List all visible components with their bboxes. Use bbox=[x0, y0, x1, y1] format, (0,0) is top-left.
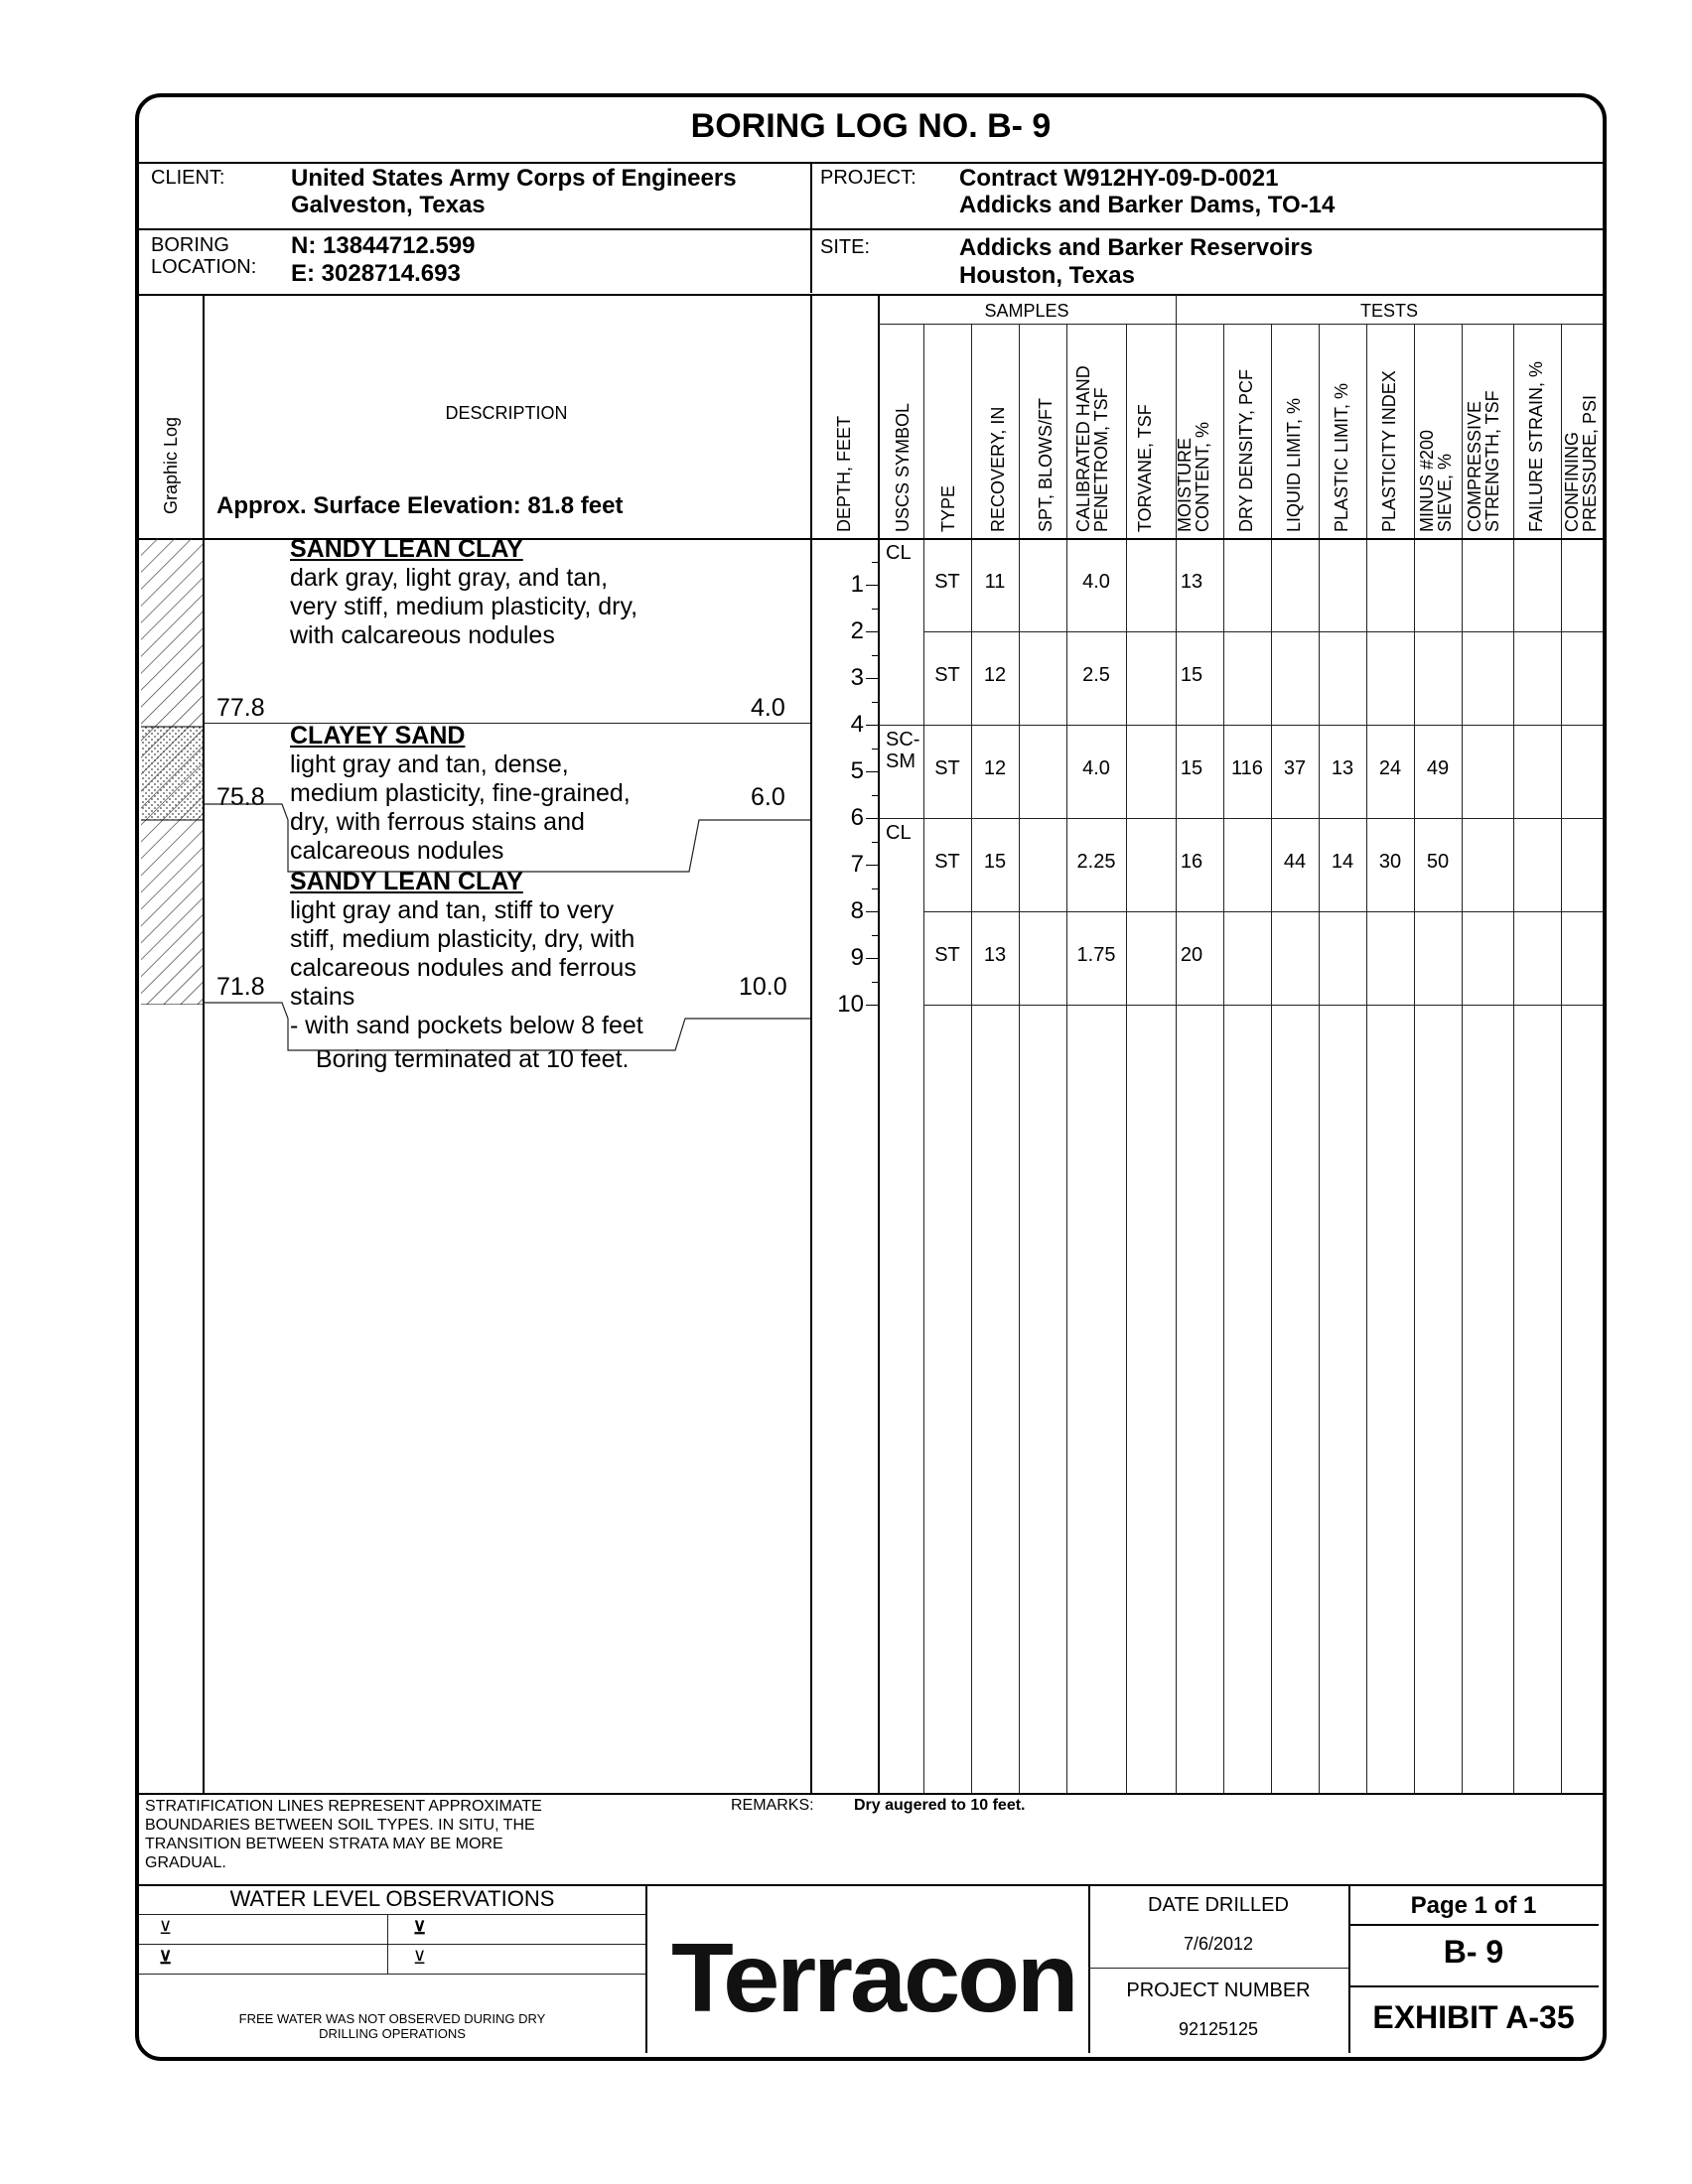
stratum-2-line: dry, with ferrous stains and bbox=[290, 808, 585, 836]
remarks-text: Dry augered to 10 feet. bbox=[854, 1797, 1026, 1814]
column-line bbox=[1223, 324, 1224, 1793]
minus200-header-1: MINUS #200 bbox=[1417, 429, 1437, 532]
sample-recovery: 12 bbox=[983, 664, 1007, 686]
column-line bbox=[1366, 324, 1367, 1793]
stratum-3-elevation: 71.8 bbox=[216, 973, 265, 1001]
water-level-symbol-icon: ⊻ bbox=[159, 1918, 173, 1938]
sample-type: ST bbox=[934, 851, 960, 873]
stratum-2-elevation: 75.8 bbox=[216, 783, 265, 811]
uscs-boundary bbox=[878, 725, 923, 726]
divider bbox=[1348, 1985, 1599, 1987]
graphic-log-header: Graphic Log bbox=[161, 416, 181, 514]
sample-row-boundary bbox=[923, 1005, 1603, 1006]
divider bbox=[645, 1884, 647, 2053]
divider bbox=[387, 1914, 388, 1974]
depth-minor-tick bbox=[872, 609, 878, 610]
column-line bbox=[1561, 324, 1562, 1793]
divider bbox=[139, 162, 1603, 164]
depth-minor-tick bbox=[872, 935, 878, 936]
boring-id: B- 9 bbox=[1443, 1934, 1504, 1970]
sample-pi: 24 bbox=[1378, 757, 1402, 779]
sample-hand-pen: 1.75 bbox=[1076, 944, 1116, 966]
sample-type: ST bbox=[934, 664, 960, 686]
divider bbox=[139, 1914, 645, 1915]
divider bbox=[1088, 1968, 1348, 1969]
stratum-2-line: light gray and tan, dense, bbox=[290, 751, 569, 778]
project-number: 92125125 bbox=[1178, 2019, 1259, 2039]
graphic-log bbox=[141, 538, 203, 1005]
sample-recovery: 13 bbox=[983, 944, 1007, 966]
date-drilled: 7/6/2012 bbox=[1183, 1934, 1254, 1954]
site-city: Houston, Texas bbox=[959, 262, 1135, 289]
divider bbox=[1348, 1924, 1599, 1926]
compressive-header-2: STRENGTH, TSF bbox=[1482, 390, 1502, 532]
confining-header-2: PRESSURE, PSI bbox=[1580, 394, 1600, 532]
sample-moisture: 15 bbox=[1180, 757, 1203, 779]
depth-minor-tick bbox=[872, 749, 878, 750]
water-level-header: WATER LEVEL OBSERVATIONS bbox=[229, 1886, 555, 1911]
uscs-boundary bbox=[878, 818, 923, 819]
terracon-logo: Terracon bbox=[671, 1923, 1076, 2032]
column-line bbox=[1176, 324, 1177, 1793]
sample-pl: 14 bbox=[1331, 851, 1354, 873]
sample-dry-density: 116 bbox=[1231, 757, 1263, 779]
client-label: CLIENT: bbox=[151, 167, 225, 189]
depth-mark: 6 bbox=[850, 804, 864, 831]
callout-line bbox=[203, 1003, 810, 1050]
stratum-1-elevation: 77.8 bbox=[216, 694, 265, 722]
sample-moisture: 13 bbox=[1180, 571, 1203, 593]
stratum-3-depth: 10.0 bbox=[739, 973, 787, 1001]
dry-density-header: DRY DENSITY, PCF bbox=[1236, 368, 1256, 532]
sample-type: ST bbox=[934, 571, 960, 593]
depth-mark: 1 bbox=[850, 571, 864, 598]
divider bbox=[139, 294, 1603, 296]
stratification-note bbox=[145, 1797, 542, 1872]
depth-mark: 7 bbox=[850, 851, 864, 878]
depth-minor-tick bbox=[872, 562, 878, 563]
uscs-symbol: CL bbox=[886, 542, 912, 564]
stratum-2-line: calcareous nodules bbox=[290, 837, 504, 865]
stratification-line: BOUNDARIES BETWEEN SOIL TYPES. IN SITU, THE bbox=[145, 1817, 535, 1834]
free-water-note bbox=[139, 2011, 645, 2041]
stratum-1-line: very stiff, medium plasticity, dry, bbox=[290, 593, 638, 620]
stratum-3-line: calcareous nodules and ferrous bbox=[290, 954, 636, 982]
column-line bbox=[1126, 324, 1127, 1793]
surface-elevation: Approx. Surface Elevation: 81.8 feet bbox=[216, 492, 624, 519]
uscs-symbol: SC- bbox=[886, 729, 920, 751]
depth-tick bbox=[866, 725, 878, 726]
sample-type: ST bbox=[934, 944, 960, 966]
depth-minor-tick bbox=[872, 795, 878, 796]
column-line bbox=[1319, 324, 1320, 1793]
depth-tick bbox=[866, 631, 878, 632]
depth-mark: 4 bbox=[850, 711, 864, 738]
stratum-3-line: stiff, medium plasticity, dry, with bbox=[290, 925, 635, 953]
dots-clayey-sand bbox=[141, 727, 203, 820]
depth-minor-tick bbox=[872, 702, 878, 703]
plasticity-index-header: PLASTICITY INDEX bbox=[1379, 370, 1399, 532]
northing: N: 13844712.599 bbox=[291, 232, 476, 259]
free-water-line: DRILLING OPERATIONS bbox=[319, 2026, 466, 2041]
sample-hand-pen: 4.0 bbox=[1082, 757, 1110, 779]
sample-row-boundary bbox=[923, 725, 1603, 726]
depth-minor-tick bbox=[872, 655, 878, 656]
easting: E: 3028714.693 bbox=[291, 260, 461, 287]
minus200-header-2: SIEVE, % bbox=[1435, 453, 1455, 532]
depth-mark: 8 bbox=[850, 897, 864, 924]
depth-tick bbox=[866, 678, 878, 679]
sample-recovery: 11 bbox=[984, 571, 1006, 593]
sample-recovery: 15 bbox=[983, 851, 1007, 873]
confining-header-1: CONFINING bbox=[1562, 432, 1582, 532]
depth-tick bbox=[866, 865, 878, 866]
stratum-2-depth: 6.0 bbox=[751, 783, 785, 811]
date-drilled-label: DATE DRILLED bbox=[1148, 1894, 1289, 1916]
tests-header: TESTS bbox=[1359, 301, 1418, 321]
depth-minor-tick bbox=[872, 842, 878, 843]
page-title: BORING LOG NO. B- 9 bbox=[690, 107, 1052, 145]
site-label: SITE: bbox=[820, 236, 871, 258]
hand-pen-header-1: CALIBRATED HAND bbox=[1073, 365, 1093, 532]
sample-type: ST bbox=[934, 757, 960, 779]
moisture-header-2: CONTENT, % bbox=[1193, 421, 1212, 532]
page-number: Page 1 of 1 bbox=[1410, 1892, 1537, 1919]
location-label: LOCATION: bbox=[151, 256, 257, 278]
torvane-header: TORVANE, TSF bbox=[1135, 404, 1155, 532]
depth-mark: 2 bbox=[850, 617, 864, 644]
liquid-limit-header: LIQUID LIMIT, % bbox=[1284, 397, 1304, 532]
stratification-line: GRADUAL. bbox=[145, 1854, 226, 1871]
stratum-3-line: stains bbox=[290, 983, 355, 1011]
depth-minor-tick bbox=[872, 888, 878, 889]
stratum-3-title: SANDY LEAN CLAY bbox=[290, 868, 523, 895]
moisture-header-1: MOISTURE bbox=[1175, 437, 1195, 532]
sample-moisture: 20 bbox=[1180, 944, 1203, 966]
stratum-1-title: SANDY LEAN CLAY bbox=[290, 535, 523, 563]
sample-recovery: 12 bbox=[983, 757, 1007, 779]
depth-tick bbox=[866, 958, 878, 959]
column-line bbox=[1019, 324, 1020, 1793]
sample-hand-pen: 2.5 bbox=[1082, 664, 1110, 686]
stratum-2-title: CLAYEY SAND bbox=[290, 722, 466, 750]
site-name: Addicks and Barker Reservoirs bbox=[959, 234, 1314, 261]
divider bbox=[139, 1974, 645, 1975]
boring-label: BORING bbox=[151, 234, 229, 256]
uscs-header: USCS SYMBOL bbox=[893, 402, 913, 532]
divider bbox=[139, 1793, 1603, 1795]
project-contract: Contract W912HY-09-D-0021 bbox=[959, 165, 1279, 192]
hatch-sandy-lean-clay-2 bbox=[141, 820, 203, 1005]
project-label: PROJECT: bbox=[820, 167, 916, 189]
divider bbox=[878, 324, 1603, 325]
remarks-label: REMARKS: bbox=[731, 1797, 814, 1814]
depth-tick bbox=[866, 1005, 878, 1006]
exhibit-number: EXHIBIT A-35 bbox=[1372, 1999, 1575, 2035]
uscs-symbol: SM bbox=[886, 751, 916, 772]
sample-row-boundary bbox=[923, 911, 1603, 912]
column-line bbox=[1414, 324, 1415, 1793]
water-level-symbol-icon: ⊻ bbox=[413, 1918, 427, 1938]
stratum-1-depth: 4.0 bbox=[751, 694, 785, 722]
free-water-line: FREE WATER WAS NOT OBSERVED DURING DRY bbox=[238, 2011, 546, 2026]
description-header: DESCRIPTION bbox=[445, 403, 568, 423]
stratum-1-line: dark gray, light gray, and tan, bbox=[290, 564, 609, 592]
water-level-symbol-icon: ⊻ bbox=[159, 1948, 173, 1968]
depth-tick bbox=[866, 911, 878, 912]
sample-minus200: 49 bbox=[1426, 757, 1450, 779]
stratum-3-line: - with sand pockets below 8 feet bbox=[290, 1012, 643, 1039]
compressive-header-1: COMPRESSIVE bbox=[1465, 400, 1484, 532]
sample-ll: 44 bbox=[1283, 851, 1307, 873]
samples-header: SAMPLES bbox=[984, 301, 1069, 321]
boring-termination: Boring terminated at 10 feet. bbox=[316, 1045, 630, 1073]
column-line bbox=[1513, 324, 1514, 1793]
stratification-line: STRATIFICATION LINES REPRESENT APPROXIMATE bbox=[145, 1798, 542, 1815]
depth-minor-tick bbox=[872, 982, 878, 983]
sample-pl: 13 bbox=[1331, 757, 1354, 779]
water-level-symbol-icon: ⊻ bbox=[413, 1948, 427, 1968]
uscs-symbol: CL bbox=[886, 822, 912, 844]
column-line bbox=[923, 324, 924, 1793]
client-city: Galveston, Texas bbox=[291, 192, 486, 218]
client-name: United States Army Corps of Engineers bbox=[291, 165, 737, 192]
stratification-line: TRANSITION BETWEEN STRATA MAY BE MORE bbox=[145, 1836, 503, 1852]
depth-tick bbox=[866, 585, 878, 586]
hand-pen-header-2: PENETROM, TSF bbox=[1091, 387, 1111, 532]
depth-tick bbox=[866, 818, 878, 819]
sample-hand-pen: 2.25 bbox=[1076, 851, 1116, 873]
depth-mark: 5 bbox=[850, 757, 864, 784]
column-line bbox=[1066, 324, 1067, 1793]
column-line bbox=[971, 324, 972, 1793]
depth-mark: 9 bbox=[850, 944, 864, 971]
project-name: Addicks and Barker Dams, TO-14 bbox=[959, 192, 1336, 218]
samples-divider bbox=[878, 294, 880, 1793]
recovery-header: RECOVERY, IN bbox=[988, 406, 1008, 532]
sample-row-boundary bbox=[923, 818, 1603, 819]
plastic-limit-header: PLASTIC LIMIT, % bbox=[1332, 382, 1351, 532]
sample-pi: 30 bbox=[1378, 851, 1402, 873]
depth-mark: 3 bbox=[850, 664, 864, 691]
divider bbox=[139, 1944, 645, 1945]
depth-divider bbox=[810, 294, 812, 1793]
hatch-sandy-lean-clay-1 bbox=[141, 538, 203, 727]
depth-tick bbox=[866, 771, 878, 772]
column-line bbox=[1271, 324, 1272, 1793]
sample-minus200: 50 bbox=[1426, 851, 1450, 873]
stratum-3-line: light gray and tan, stiff to very bbox=[290, 896, 615, 924]
depth-mark: 10 bbox=[837, 991, 864, 1018]
sample-ll: 37 bbox=[1283, 757, 1307, 779]
depth-header: DEPTH, FEET bbox=[834, 415, 854, 532]
sample-moisture: 15 bbox=[1180, 664, 1203, 686]
sample-row-boundary bbox=[923, 631, 1603, 632]
stratum-2-line: medium plasticity, fine-grained, bbox=[290, 779, 631, 807]
boundary-callouts bbox=[203, 536, 810, 1092]
column-line bbox=[1462, 324, 1463, 1793]
stratum-1-line: with calcareous nodules bbox=[290, 621, 555, 649]
type-header: TYPE bbox=[938, 484, 958, 532]
divider bbox=[810, 162, 812, 293]
spt-header: SPT, BLOWS/FT bbox=[1036, 397, 1056, 532]
project-number-label: PROJECT NUMBER bbox=[1126, 1979, 1311, 2001]
sample-moisture: 16 bbox=[1180, 851, 1203, 873]
divider bbox=[139, 228, 1603, 230]
failure-strain-header: FAILURE STRAIN, % bbox=[1526, 360, 1546, 532]
callout-line bbox=[203, 804, 810, 872]
sample-hand-pen: 4.0 bbox=[1082, 571, 1110, 593]
